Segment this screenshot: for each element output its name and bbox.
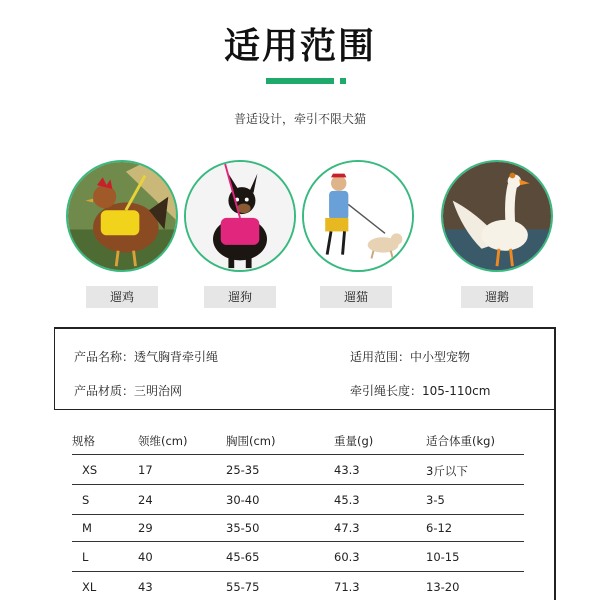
info-box-top-border (54, 327, 556, 329)
usage-label-chicken: 遛鸡 (86, 286, 158, 308)
page-subtitle: 普适设计，牵引不限犬猫 (233, 112, 366, 126)
page-title: 适用范围 (223, 26, 376, 67)
cell-size: M (82, 521, 92, 535)
product-leash-value: 105-110cm (422, 384, 491, 398)
table-divider (72, 484, 524, 485)
product-name-value: 透气胸背牵引绳 (134, 350, 219, 364)
table-divider (72, 571, 524, 572)
usage-label-dog: 遛狗 (204, 286, 276, 308)
cat-photo (302, 160, 414, 272)
product-leash-length (350, 382, 490, 399)
cell-chest: 30-40 (226, 493, 260, 507)
cell-weight: 47.3 (334, 521, 360, 535)
info-box-right-border (554, 327, 556, 600)
cell-weight: 71.3 (334, 580, 360, 594)
title-underline (266, 78, 334, 84)
table-divider (72, 454, 524, 455)
product-scope-value: 中小型宠物 (410, 350, 471, 364)
cell-weight: 45.3 (334, 493, 360, 507)
title-underline-dot (340, 78, 346, 84)
usage-label-goose: 遛鹅 (461, 286, 533, 308)
table-divider (72, 514, 524, 515)
info-box-left-border (54, 327, 55, 410)
cell-neck: 43 (138, 580, 153, 594)
cell-weight: 60.3 (334, 550, 360, 564)
cell-chest: 35-50 (226, 521, 260, 535)
product-leash-label: 牵引绳长度： (350, 384, 423, 398)
usage-label-cat: 遛猫 (320, 286, 392, 308)
product-material-value: 三明治网 (134, 384, 183, 398)
header-neck: 领维(cm) (138, 434, 188, 448)
table-divider (72, 541, 524, 542)
cell-size: L (82, 550, 89, 564)
product-name (74, 348, 218, 365)
cell-fit-weight: 3-5 (426, 493, 445, 507)
product-material-label: 产品材质： (74, 384, 135, 398)
cell-fit-weight: 6-12 (426, 521, 453, 535)
header-chest: 胸围(cm) (226, 434, 276, 448)
cell-neck: 40 (138, 550, 153, 564)
product-scope (350, 348, 470, 365)
cell-fit-weight: 13-20 (426, 580, 460, 594)
cell-size: XS (82, 463, 98, 477)
header-weight: 重量(g) (334, 434, 374, 448)
product-scope-label: 适用范围： (350, 350, 411, 364)
chicken-photo (66, 160, 178, 272)
cell-chest: 55-75 (226, 580, 260, 594)
goose-photo (441, 160, 553, 272)
dog-photo (184, 160, 296, 272)
cell-chest: 25-35 (226, 463, 260, 477)
cell-size: S (82, 493, 90, 507)
product-name-label: 产品名称： (74, 350, 135, 364)
cell-neck: 24 (138, 493, 153, 507)
product-material (74, 382, 182, 399)
cell-fit-weight: 10-15 (426, 550, 460, 564)
cell-fit-weight: 3斤以下 (426, 464, 468, 478)
header-size: 规格 (72, 434, 95, 448)
cell-neck: 17 (138, 463, 153, 477)
info-box-bottom-border (54, 409, 556, 410)
cell-size: XL (82, 580, 97, 594)
header-fit-weight: 适合体重(kg) (426, 434, 495, 448)
cell-chest: 45-65 (226, 550, 260, 564)
cell-neck: 29 (138, 521, 153, 535)
cell-weight: 43.3 (334, 463, 360, 477)
